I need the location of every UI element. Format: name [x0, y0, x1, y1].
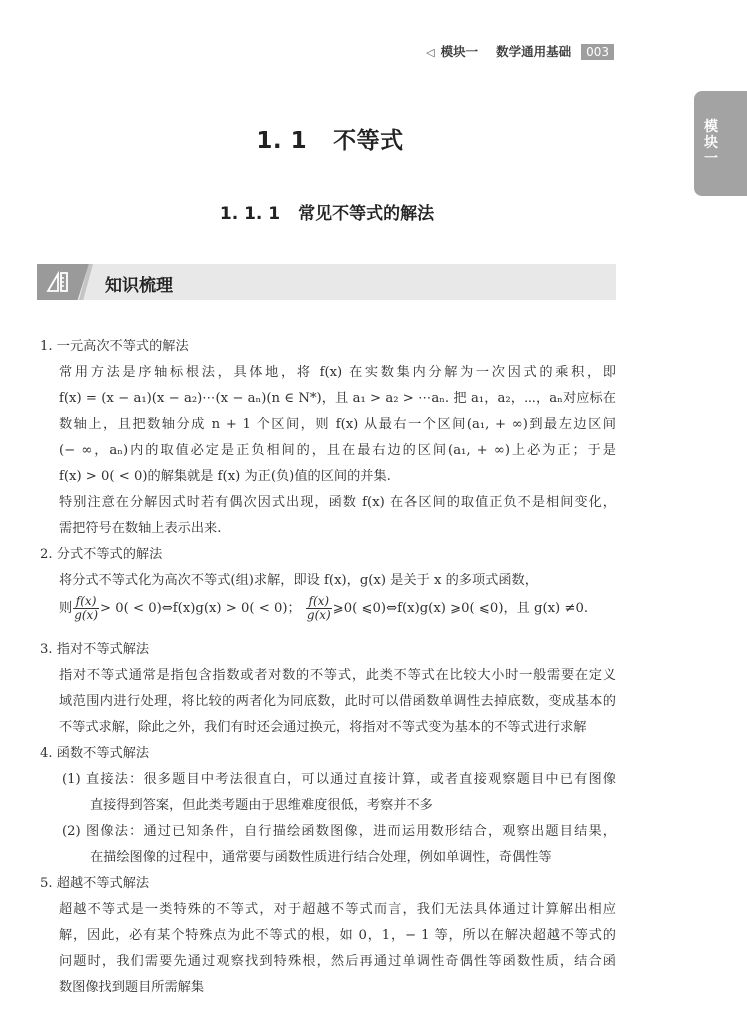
- paragraph-line: 直接得到答案，但此类考题由于思维难度很低，考察并不多: [90, 798, 433, 813]
- fraction: [306, 595, 332, 622]
- item-title: 4. 函数不等式解法: [40, 746, 150, 761]
- paragraph-line: 将分式不等式化为高次不等式(组)求解，即设 f(x)，g(x) 是关于 x 的多项式函数，: [59, 573, 538, 588]
- subsection-title: 常见不等式的解法: [298, 204, 435, 224]
- page-number: 003: [581, 44, 614, 60]
- paragraph-line: f(x) = (x − a₁)(x − a₂)⋯(x − aₙ)(n ∈ N*)，且 a₁ > a₂ > ⋯aₙ. 把 a₁，a₂，⋯，aₙ对应标在: [59, 391, 616, 406]
- paragraph-line: (− ∞，aₙ)内的取值必定是正负相间的，且在最右边的区间(a₁, + ∞)上必为正；于是: [59, 443, 616, 458]
- paragraph-line: 问题时，我们需要先通过观察找到特殊根，然后再通过单调性奇偶性等函数性质，结合函: [59, 954, 616, 969]
- formula-part: > 0( < 0)⇔f(x)g(x) > 0( < 0)；: [100, 601, 301, 616]
- item-title: 1. 一元高次不等式的解法: [40, 339, 189, 354]
- side-tab-text: 模块一: [704, 119, 718, 167]
- fraction-denominator: g(x): [306, 608, 331, 622]
- header-title: 数学通用基础: [496, 44, 572, 59]
- formula-part: ⩾0( ⩽0)⇔f(x)g(x) ⩾0( ⩽0)，且 g(x) ≠0.: [332, 601, 589, 616]
- paragraph-line: 数轴上，且把数轴分成 n + 1 个区间，则 f(x) 从最右一个区间(a₁, + ∞)到最左边区间: [59, 417, 616, 432]
- running-header: [0, 42, 614, 60]
- formula-line: [59, 595, 588, 622]
- section-title: 不等式: [333, 128, 404, 154]
- knowledge-section-bar: [37, 264, 616, 300]
- paragraph-line: 需把符号在数轴上表示出来.: [59, 521, 222, 536]
- paragraph-line: 数图像找到题目所需解集: [59, 980, 205, 995]
- paragraph-line: 特别注意在分解因式时若有偶次因式出现，函数 f(x) 在各区间的取值正负不是相间变化，: [59, 495, 616, 510]
- paragraph-line: 域范围内进行处理，将比较的两者化为同底数，此时可以借函数单调性去掉底数，变成基本的: [59, 694, 616, 709]
- side-module-tab: [694, 91, 747, 196]
- paragraph-line: 常用方法是序轴标根法，具体地，将 f(x) 在实数集内分解为一次因式的乘积，即: [59, 365, 616, 380]
- paragraph-line: 超越不等式是一类特殊的不等式，对于超越不等式而言，我们无法具体通过计算解出相应: [59, 902, 616, 917]
- ruler-triangle-icon: [46, 271, 72, 293]
- section-number: 1. 1: [256, 128, 308, 154]
- section-label: 知识梳理: [105, 276, 173, 296]
- paragraph-line: 在描绘图像的过程中，通常要与函数性质进行结合处理，例如单调性，奇偶性等: [90, 850, 552, 865]
- paragraph-line: 解，因此，必有某个特殊点为此不等式的根，如 0，1，− 1 等，所以在解决超越不等式的: [59, 928, 616, 943]
- subsection-heading: [0, 199, 654, 224]
- paragraph-line: f(x) > 0( < 0)的解集就是 f(x) 为正(负)值的区间的并集.: [59, 469, 391, 484]
- triangle-icon: ◁: [426, 46, 435, 59]
- fraction: [73, 595, 99, 622]
- paragraph-line: (2) 图像法：通过已知条件，自行描绘函数图像，进而运用数形结合，观察出题目结果，: [62, 824, 616, 839]
- fraction-denominator: g(x): [74, 608, 98, 622]
- item-title: 5. 超越不等式解法: [40, 876, 150, 891]
- item-title: 3. 指对不等式解法: [40, 642, 150, 657]
- fraction-numerator: f(x): [73, 595, 99, 609]
- header-module: 模块一: [440, 44, 479, 59]
- formula-prefix: 则: [59, 601, 73, 616]
- item-title: 2. 分式不等式的解法: [40, 547, 163, 562]
- paragraph-line: (1) 直接法：很多题目中考法很直白，可以通过直接计算，或者直接观察题目中已有图像: [62, 772, 616, 787]
- paragraph-line: 指对不等式通常是指包含指数或者对数的不等式，此类不等式在比较大小时一般需要在定义: [59, 668, 616, 683]
- subsection-number: 1. 1. 1: [219, 204, 281, 224]
- fraction-numerator: f(x): [306, 595, 332, 609]
- section-heading: [0, 122, 660, 155]
- paragraph-line: 不等式求解，除此之外，我们有时还会通过换元，将指对不等式变为基本的不等式进行求解: [59, 720, 587, 735]
